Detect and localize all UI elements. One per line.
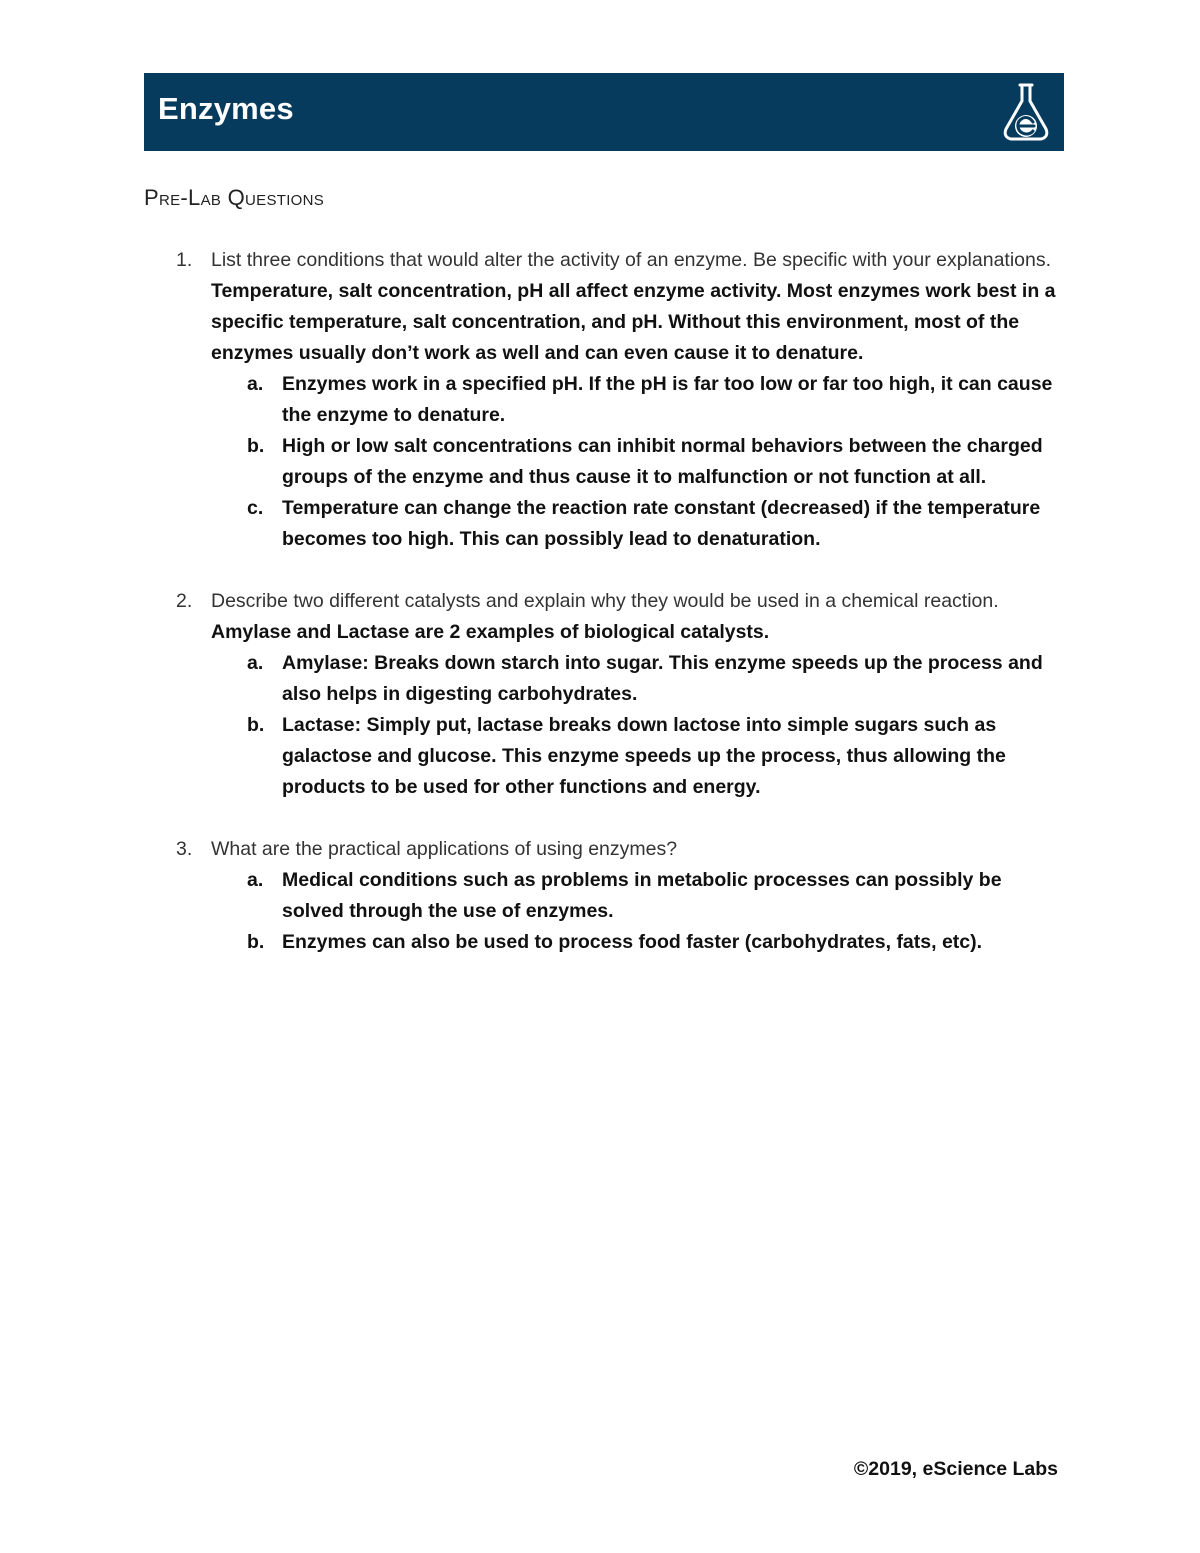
question-number: 1.	[176, 249, 193, 271]
sub-answer-list	[211, 369, 1064, 555]
sub-answer-text: Amylase: Breaks down starch into sugar. This enzyme speeds up the process and also helps in digesting carbohydrates.	[282, 652, 1043, 705]
sub-answer-item	[211, 648, 1064, 710]
header-banner	[144, 73, 1064, 151]
section-heading: Pre-Lab Questions	[144, 185, 325, 210]
question-text: List three conditions that would alter the activity of an enzyme. Be specific with your explanations.	[211, 249, 1052, 271]
sub-answer-text: Enzymes work in a specified pH. If the pH is far too low or far too high, it can cause the enzyme to denature.	[282, 373, 1053, 426]
sub-answer-list	[211, 865, 1064, 958]
sub-answer-item	[211, 710, 1064, 803]
sub-answer-letter: b.	[247, 931, 265, 953]
copyright-footer: ©2019, eScience Labs	[853, 1458, 1058, 1480]
sub-answer-text: Temperature can change the reaction rate constant (decreased) if the temperature becomes too high. This can possibly lead to denaturation.	[282, 497, 1041, 550]
sub-answer-letter: b.	[247, 714, 265, 736]
flask-e-logo-icon	[996, 79, 1056, 145]
sub-answer-item	[211, 927, 1064, 958]
question-text: Describe two different catalysts and explain why they would be used in a chemical reaction.	[211, 590, 999, 612]
sub-answer-item	[211, 369, 1064, 431]
sub-answer-letter: b.	[247, 435, 265, 457]
question-number: 2.	[176, 590, 193, 612]
sub-answer-text: Medical conditions such as problems in metabolic processes can possibly be solved through the use of enzymes.	[282, 869, 1002, 922]
question-list	[144, 245, 1064, 989]
question-item	[144, 245, 1064, 555]
question-answer: Temperature, salt concentration, pH all affect enzyme activity. Most enzymes work best in a specific temperature, salt concentration, and pH. Without this environment, most of the enzymes usually don’t work as well and can even cause it to denature.	[211, 280, 1056, 364]
sub-answer-letter: a.	[247, 869, 264, 891]
sub-answer-item	[211, 493, 1064, 555]
sub-answer-list	[211, 648, 1064, 803]
question-item	[144, 834, 1064, 958]
sub-answer-letter: a.	[247, 652, 264, 674]
question-item	[144, 586, 1064, 803]
sub-answer-letter: a.	[247, 373, 264, 395]
sub-answer-text: Enzymes can also be used to process food faster (carbohydrates, fats, etc).	[282, 931, 983, 953]
question-text: What are the practical applications of using enzymes?	[211, 838, 678, 860]
question-answer: Amylase and Lactase are 2 examples of biological catalysts.	[211, 621, 770, 643]
sub-answer-text: Lactase: Simply put, lactase breaks down lactose into simple sugars such as galactose and glucose. This enzyme speeds up the process, thus allowing the products to be used for other functions and energy.	[282, 714, 1006, 798]
sub-answer-item	[211, 431, 1064, 493]
sub-answer-item	[211, 865, 1064, 927]
page-title: Enzymes	[158, 91, 294, 126]
question-number: 3.	[176, 838, 193, 860]
sub-answer-text: High or low salt concentrations can inhibit normal behaviors between the charged groups of the enzyme and thus cause it to malfunction or not function at all.	[282, 435, 1043, 488]
sub-answer-letter: c.	[247, 497, 264, 519]
